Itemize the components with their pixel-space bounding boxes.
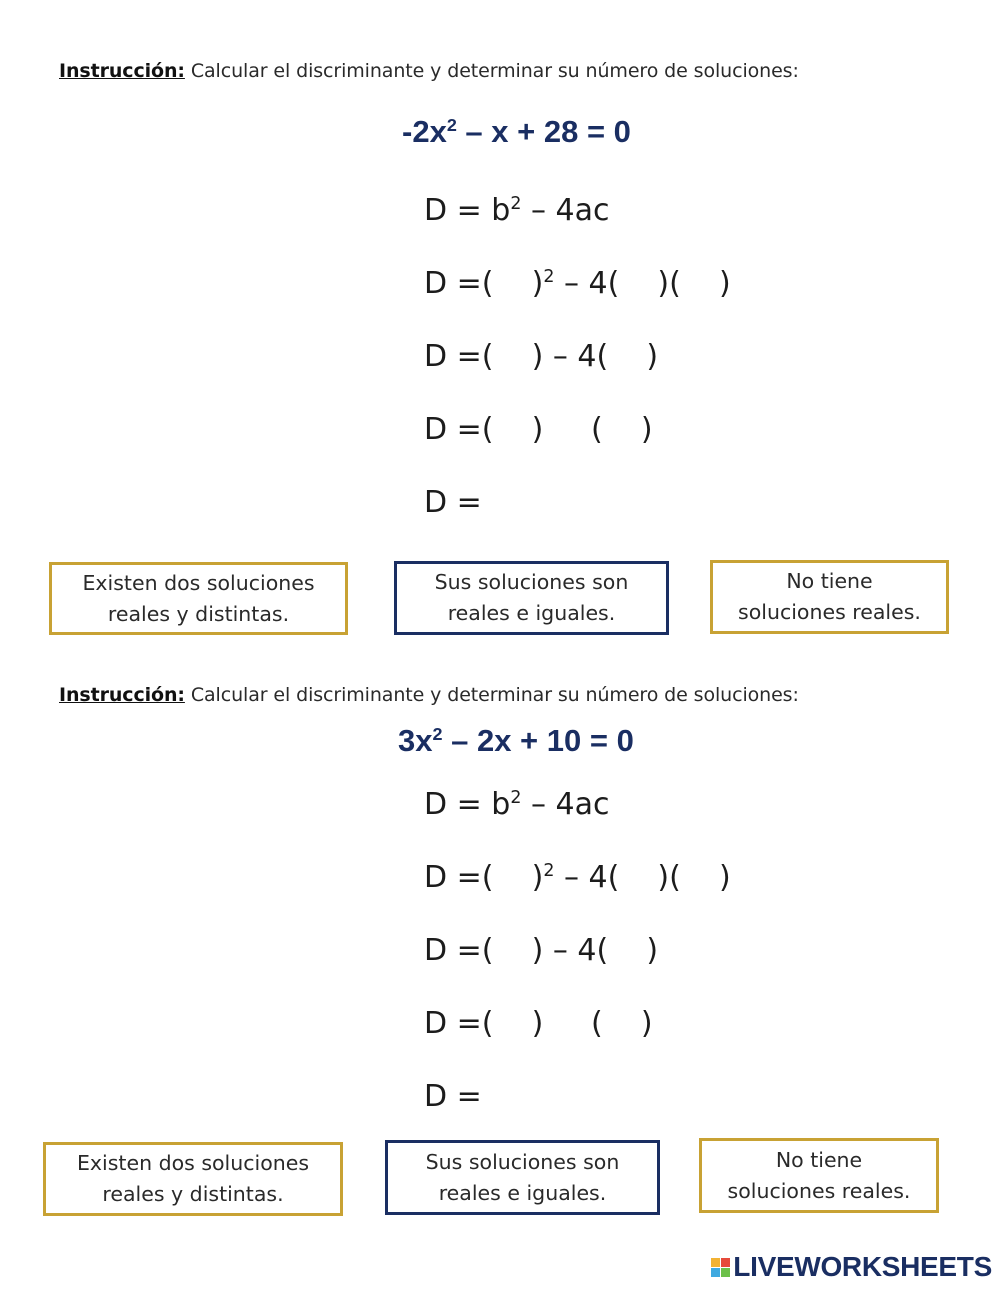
option-label: Sus soluciones son reales e iguales. — [425, 1149, 620, 1205]
option-label: Sus soluciones son reales e iguales. — [434, 570, 629, 625]
equation-1 — [402, 114, 631, 150]
step-5-result[interactable]: D = — [424, 1079, 482, 1114]
step-4-simplify[interactable]: D =( ) ( ) — [424, 1006, 653, 1041]
option-two-real-solutions[interactable] — [49, 562, 348, 635]
step-3-evaluate[interactable]: D =( ) – 4( ) — [424, 933, 659, 968]
instruction-1 — [59, 60, 799, 82]
equation-rest: – 2x + 10 = 0 — [442, 723, 634, 758]
instruction-2 — [59, 684, 799, 706]
option-label: No tiene soluciones reales. — [727, 1147, 911, 1203]
equation-lhs: -2x — [402, 114, 447, 149]
step-4-simplify[interactable]: D =( ) ( ) — [424, 412, 653, 447]
instruction-label: Instrucción: — [59, 60, 185, 82]
option-two-real-solutions[interactable] — [43, 1142, 343, 1216]
step-1-formula: $D = b^2 - 4ac$ — [424, 193, 610, 228]
step-1-formula: $D = b^2 - 4ac$ — [424, 787, 610, 822]
equation-rest: – x + 28 = 0 — [456, 114, 631, 149]
liveworksheets-logo-icon — [711, 1258, 730, 1277]
instruction-text: Calcular el discriminante y determinar su número de soluciones: — [184, 684, 799, 706]
option-equal-real-solutions[interactable] — [394, 561, 669, 635]
step-2-substitution[interactable]: D =( )$^2$ – 4( )( ) — [424, 860, 731, 895]
instruction-label: Instrucción: — [59, 684, 185, 706]
option-equal-real-solutions[interactable] — [385, 1140, 660, 1215]
option-label: No tiene soluciones reales. — [738, 569, 921, 624]
option-label: Existen dos soluciones reales y distintas. — [76, 1151, 310, 1206]
brand-name: LIVEWORKSHEETS — [733, 1251, 992, 1282]
exponent: 2 — [432, 723, 443, 744]
option-no-real-solutions[interactable] — [710, 560, 949, 634]
step-2-substitution[interactable]: D =( )$^2$ – 4( )( ) — [424, 266, 731, 301]
equation-2 — [398, 723, 634, 759]
step-3-evaluate[interactable]: D =( ) – 4( ) — [424, 339, 659, 374]
instruction-text: Calcular el discriminante y determinar su número de soluciones: — [184, 60, 799, 82]
option-no-real-solutions[interactable] — [699, 1138, 939, 1213]
liveworksheets-logo — [711, 1251, 992, 1283]
equation-lhs: 3x — [398, 723, 433, 758]
option-label: Existen dos soluciones reales y distintas. — [82, 570, 315, 626]
step-5-result[interactable]: D = — [424, 485, 482, 520]
exponent: 2 — [446, 114, 457, 135]
